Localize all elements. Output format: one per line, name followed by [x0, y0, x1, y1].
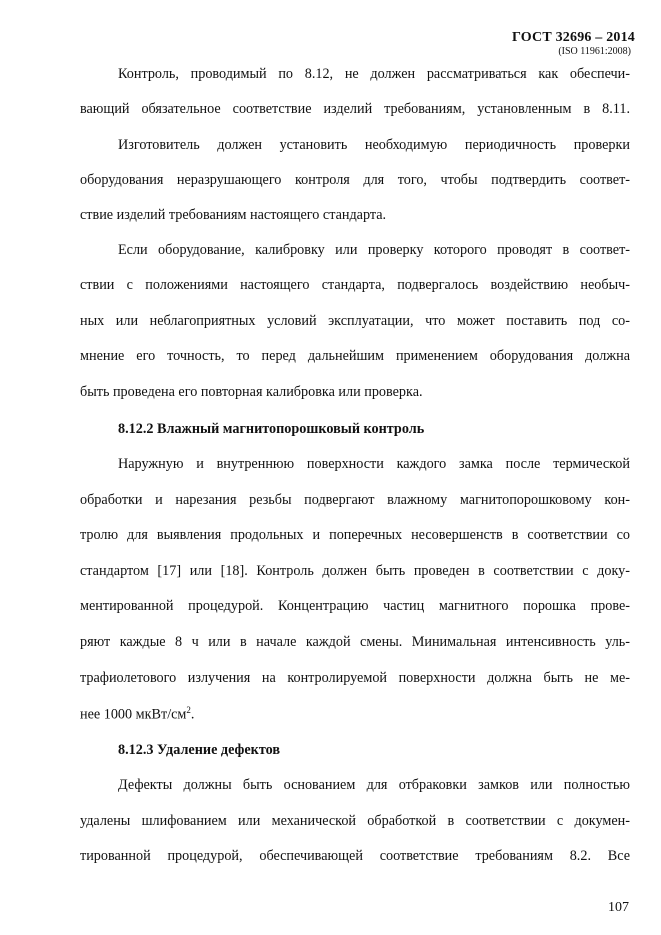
text-line: ментированной процедурой. Концентрацию частиц магнитного порошка прове-	[80, 598, 630, 614]
text-line: тированной процедурой, обеспечивающей соответствие требованиям 8.2. Все	[80, 848, 630, 864]
text-line: ных или неблагоприятных условий эксплуатации, что может поставить под со-	[80, 313, 630, 329]
section-heading: 8.12.3 Удаление дефектов	[118, 742, 281, 758]
text-line: нее 1000 мкВт/см	[80, 706, 187, 723]
text-line: Если оборудование, калибровку или проверку которого проводят в соответ-	[118, 242, 630, 258]
text-line: Изготовитель должен установить необходимую периодичность проверки	[118, 137, 630, 153]
sentence-period: .	[190, 706, 195, 723]
section-heading: 8.12.2 Влажный магнитопорошковый контроль	[118, 421, 425, 437]
text-line: ствие изделий требованиям настоящего стандарта.	[80, 207, 387, 223]
text-line-unit	[80, 705, 630, 724]
text-line: обработки и нарезания резьбы подвергают влажному магнитопорошковому кон-	[80, 492, 630, 508]
text-line: Дефекты должны быть основанием для отбраковки замков или полностью	[118, 777, 630, 793]
text-line: вающий обязательное соответствие изделий требованиям, установленным в 8.11.	[80, 101, 630, 117]
text-line: Наружную и внутреннюю поверхности каждого замка после термической	[118, 456, 630, 472]
text-line: мнение его точность, то перед дальнейшим применением оборудования должна	[80, 348, 630, 364]
page-number: 107	[608, 900, 629, 915]
text-line: быть проведена его повторная калибровка или проверка.	[80, 384, 423, 400]
text-line: трафиолетового излучения на контролируемой поверхности должна быть не ме-	[80, 670, 630, 686]
text-line: ствии с положениями настоящего стандарта, подвергалось воздействию необыч-	[80, 277, 630, 293]
text-line: ряют каждые 8 ч или в начале каждой смены. Минимальная интенсивность уль-	[80, 634, 630, 650]
unit-superscript: 2	[186, 705, 191, 715]
standard-designation: ГОСТ 32696 – 2014	[512, 30, 635, 45]
text-line: Контроль, проводимый по 8.12, не должен рассматриваться как обеспечи-	[118, 66, 630, 82]
text-line: удалены шлифованием или механической обработкой в соответствии с докумен-	[80, 813, 630, 829]
text-line: оборудования неразрушающего контроля для того, чтобы подтвердить соответ-	[80, 172, 630, 188]
text-line: стандартом [17] или [18]. Контроль должен быть проведен в соответствии с доку-	[80, 563, 630, 579]
iso-reference: (ISO 11961:2008)	[558, 46, 631, 57]
text-line: тролю для выявления продольных и поперечных несовершенств в соответствии со	[80, 527, 630, 543]
